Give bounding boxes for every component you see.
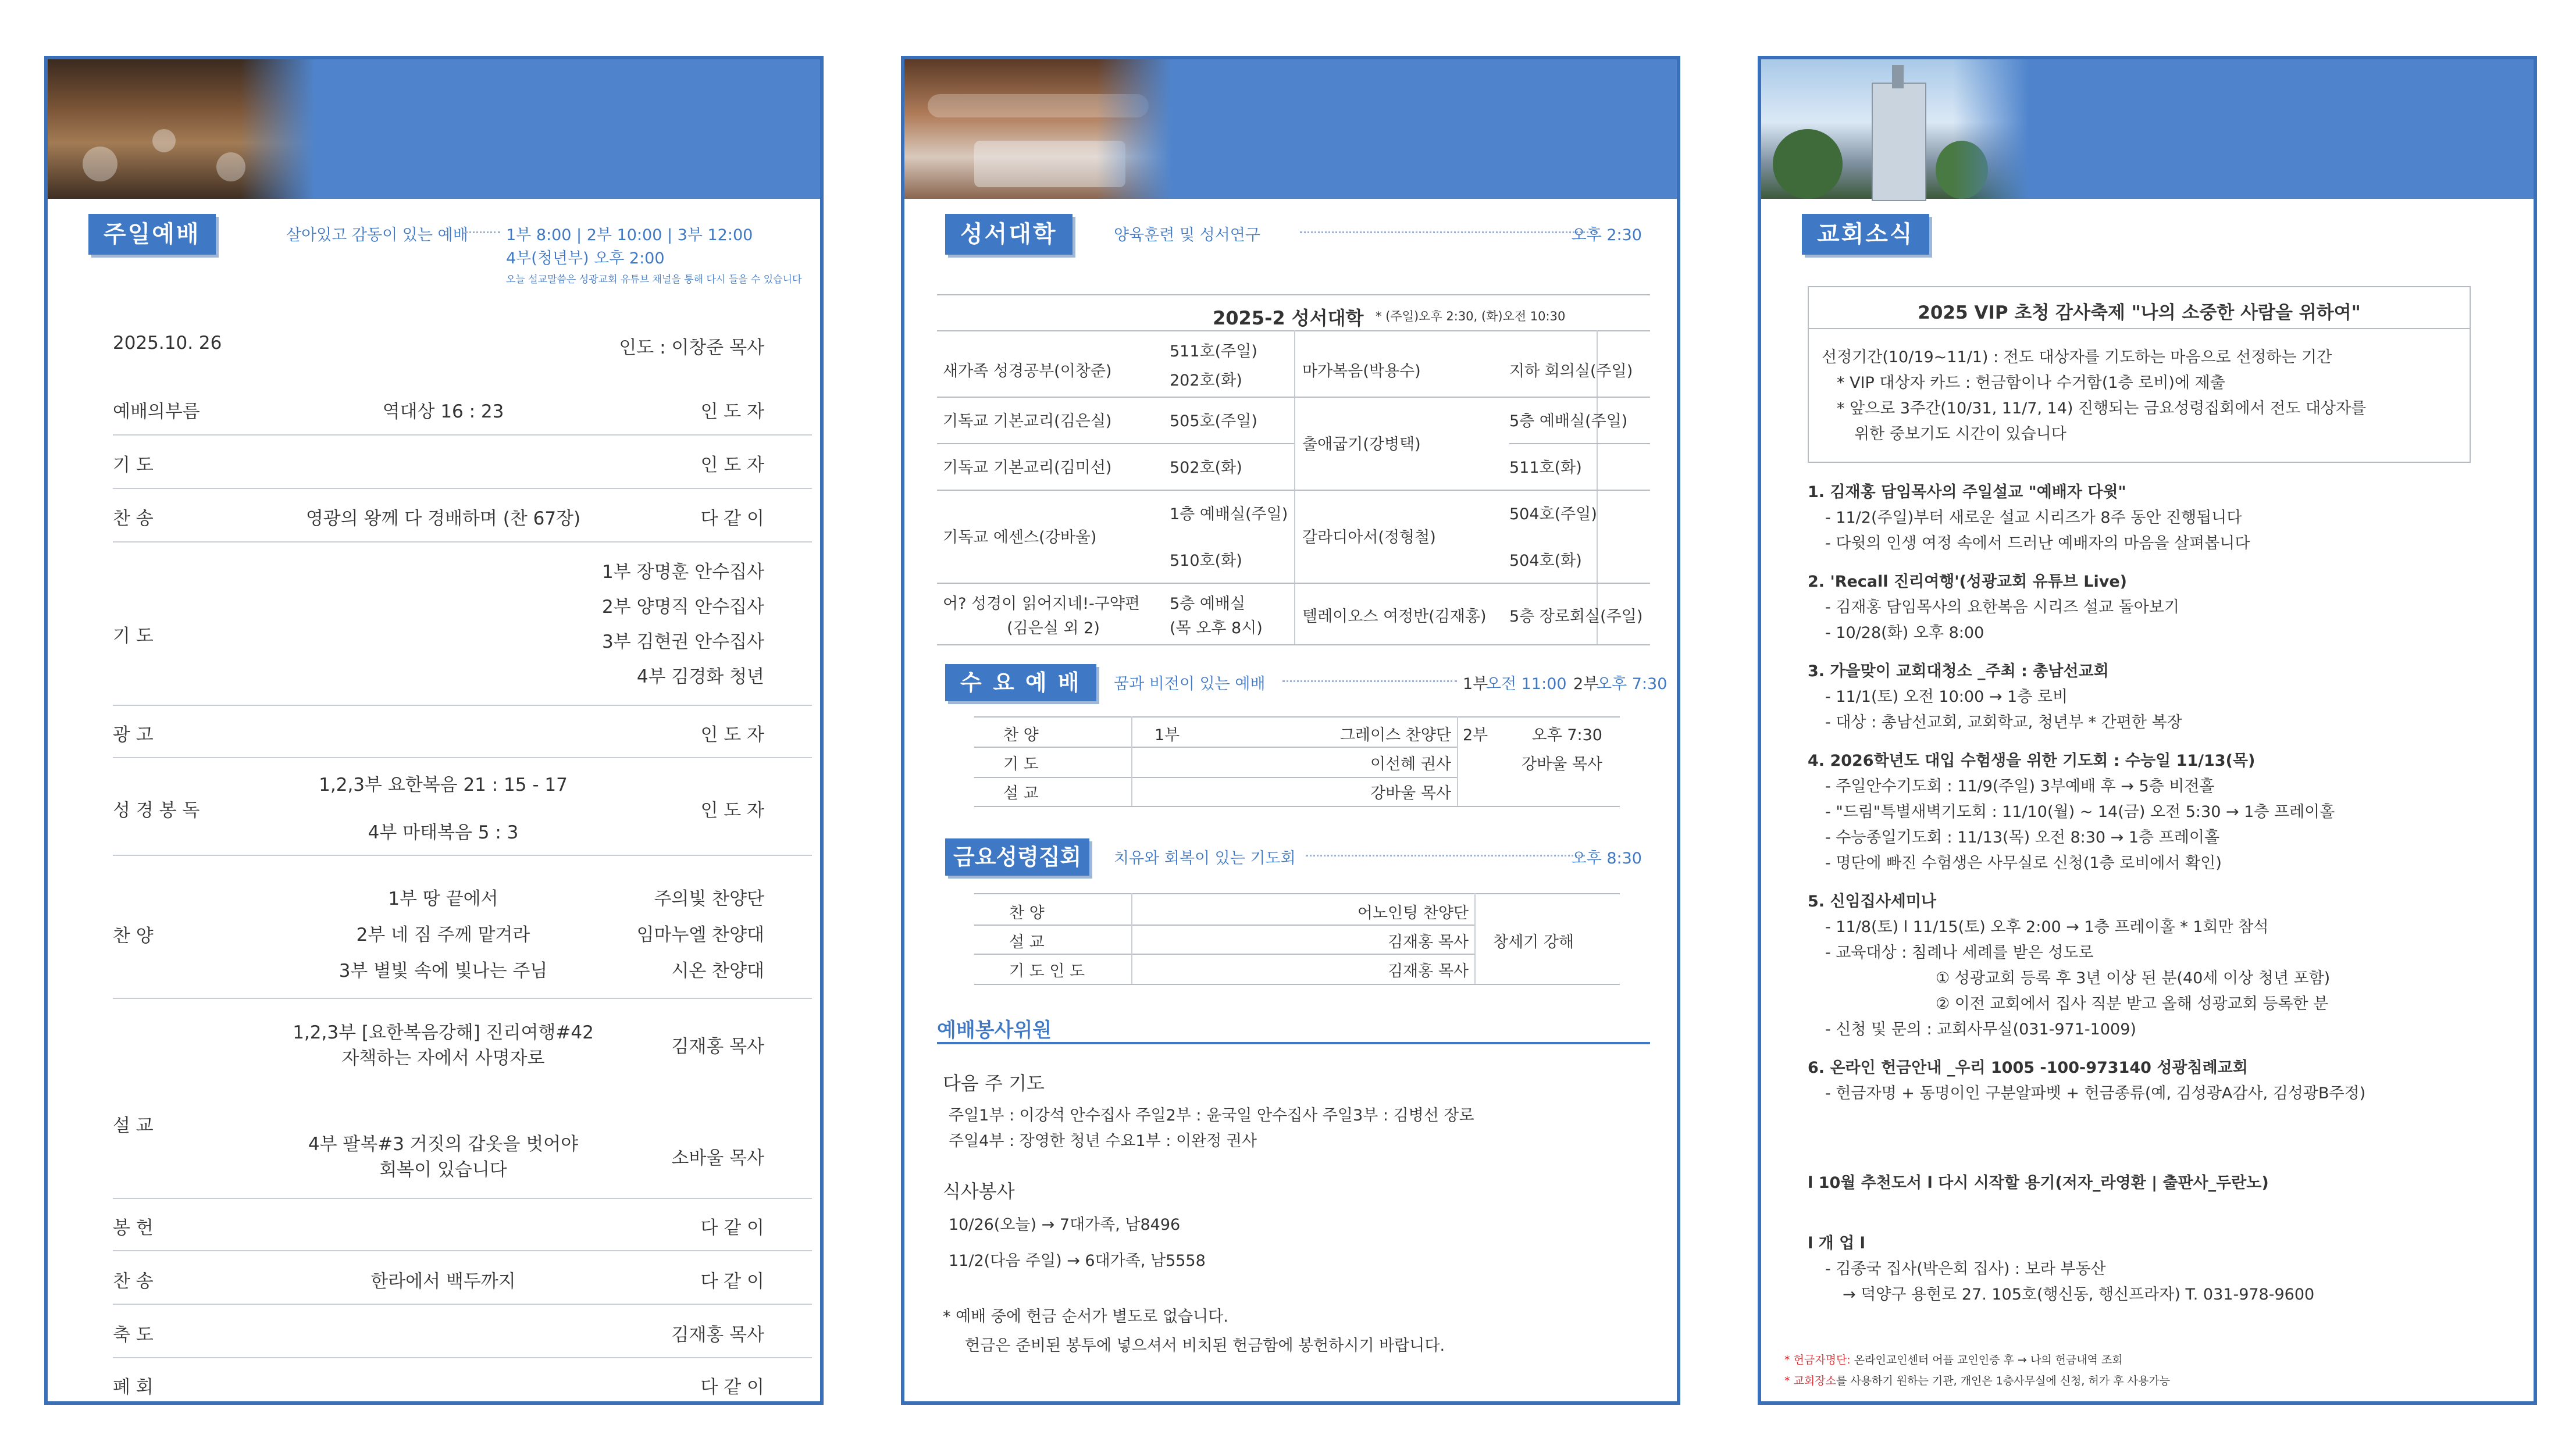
table-note: * (주일)오후 2:30, (화)오전 10:30 [1376, 309, 1566, 323]
order-person: 다 같 이 [700, 1377, 764, 1398]
scripture: 4부 마태복음 5 : 3 [368, 822, 519, 843]
class-name: 기독교 기본교리(김미선) [943, 459, 1112, 477]
news-line: - 11/1(토) 오전 10:00 → 1층 로비 [1825, 688, 2068, 706]
class-room: (목 오후 8시) [1170, 619, 1263, 637]
class-room: 504호(주일) [1509, 505, 1597, 523]
class-name: 기독교 에센스(강바울) [943, 529, 1097, 547]
friday-time: 오후 8:30 [1571, 850, 1642, 868]
meal-service: 11/2(다음 주일) → 6대가족, 남5558 [949, 1252, 1206, 1270]
order-label: 기 도 [113, 626, 154, 647]
class-room: 5층 예배실 [1170, 595, 1246, 613]
sermon-title: 자책하는 자에서 사명자로 [341, 1048, 545, 1069]
news-line: - 교육대상 : 침례나 세례를 받은 성도로 [1825, 944, 2094, 962]
news-line: - 헌금자명 + 동명이인 구분알파벳 + 헌금종류(예, 김성광A감사, 김성광B주정) [1825, 1084, 2366, 1102]
scripture: 1,2,3부 요한복음 21 : 15 - 17 [319, 774, 568, 795]
praise-song: 3부 별빛 속에 빛나는 주님 [339, 961, 548, 981]
class-room: 511호(주일) [1170, 342, 1257, 360]
class-name: 출애굽기(강병택) [1302, 436, 1421, 454]
order-label: 찬 송 [113, 508, 154, 529]
class-room: 505호(주일) [1170, 412, 1257, 430]
choir: 시온 찬양대 [671, 961, 764, 981]
footnote: * 헌금자명단: 온라인교인센터 어플 교인인증 후 → 나의 헌금내역 조회 [1784, 1354, 2123, 1366]
news-title: 2. 'Recall 진리여행'(성광교회 유튜브 Live) [1808, 573, 2127, 591]
news-line: - 11/8(토) l 11/15(토) 오후 2:00 → 1층 프레이홀 * 1회만 참석 [1825, 918, 2269, 936]
meal-service: 10/26(오늘) → 7대가족, 남8496 [949, 1216, 1181, 1234]
wednesday-time: 오후 7:30 [1597, 675, 1668, 693]
table-title: 2025-2 성서대학 [1213, 307, 1364, 329]
choir-photo [904, 59, 1172, 199]
order-label: 봉 헌 [113, 1218, 154, 1238]
order-label: 폐 회 [113, 1377, 154, 1398]
class-name: 텔레이오스 여정반(김재홍) [1302, 608, 1487, 626]
opening-line: - 김종국 집사(박은회 집사) : 보라 부동산 [1825, 1260, 2106, 1278]
news-title: 5. 신임집사세미나 [1808, 893, 1937, 911]
praise-song: 2부 네 짐 주께 맡겨라 [356, 925, 530, 945]
wed-row-label: 설 교 [1003, 784, 1039, 802]
news-line: - 명단에 빠진 수험생은 사무실로 신청(1층 로비에서 확인) [1825, 854, 2222, 872]
vip-line: 위한 중보기도 시간이 있습니다 [1854, 425, 2066, 443]
order-person: 인 도 자 [700, 724, 764, 745]
wednesday-subtitle: 꿈과 비전이 있는 예배 [1114, 675, 1266, 693]
class-room: 지하 회의실(주일) [1509, 362, 1633, 380]
wednesday-time-label: 1부 [1463, 675, 1488, 693]
order-person: 다 같 이 [700, 1218, 764, 1238]
order-label: 성 경 봉 독 [113, 800, 200, 821]
fri-name: 김재홍 목사 [1388, 933, 1469, 951]
class-room: 511호(화) [1509, 459, 1582, 477]
wed-name: 그레이스 찬양단 [1339, 726, 1451, 744]
footnote: * 교회장소를 사용하기 원하는 기관, 개인은 1층사무실에 신청, 허가 후 사용가능 [1784, 1375, 2171, 1387]
prayer-person: 3부 김현권 안수집사 [602, 631, 764, 652]
order-person: 다 같 이 [700, 1271, 764, 1292]
news-title: 6. 온라인 헌금안내 _우리 1005 -100-973140 성광침례교회 [1808, 1059, 2248, 1077]
news-line: - "드림"특별새벽기도회 : 11/10(월) ~ 14(금) 오전 5:30 → 1층 프레이홀 [1825, 803, 2335, 821]
order-label: 찬 양 [113, 926, 154, 947]
order-label: 찬 송 [113, 1271, 154, 1292]
news-line: - 신청 및 문의 : 교회사무실(031-971-1009) [1825, 1020, 2136, 1038]
order-label: 기 도 [113, 455, 154, 476]
wed-preacher: 강바울 목사 [1522, 755, 1602, 773]
prayer-person: 4부 김경화 청년 [636, 666, 764, 687]
order-person: 김재홍 목사 [671, 1325, 764, 1345]
wednesday-time-label: 2부 [1573, 675, 1599, 693]
class-room: 510호(화) [1170, 552, 1242, 570]
prayer-person: 2부 양명직 안수집사 [602, 597, 764, 618]
wed-part: 2부 [1463, 726, 1488, 744]
order-label: 축 도 [113, 1325, 154, 1345]
order-person: 인 도 자 [700, 455, 764, 476]
order-label: 예배의부름 [113, 401, 200, 422]
fri-row-label: 찬 양 [1009, 904, 1045, 922]
preacher: 소바울 목사 [671, 1148, 764, 1169]
banner [1761, 59, 2534, 199]
wednesday-time: 오전 11:00 [1486, 675, 1567, 693]
section-subtitle: 양육훈련 및 성서연구 [1114, 226, 1260, 244]
class-room: 5층 장로회실(주일) [1509, 608, 1643, 626]
wed-row-label: 찬 양 [1003, 726, 1039, 744]
section-tag: 교회소식 [1802, 214, 1929, 255]
banner [904, 59, 1677, 199]
order-person: 인 도 자 [700, 401, 764, 422]
offering-notice: * 예배 중에 헌금 순서가 별도로 없습니다. [943, 1308, 1228, 1326]
friday-tag: 금요성령집회 [945, 838, 1089, 876]
choir: 임마누엘 찬양대 [636, 925, 764, 945]
news-line: ① 성광교회 등록 후 3년 이상 된 분(40세 이상 청년 포함) [1936, 969, 2331, 987]
vip-line: 선정기간(10/19~11/1) : 전도 대상자를 기도하는 마음으로 선정하는 기간 [1822, 348, 2332, 366]
meal-service-title: 식사봉사 [943, 1180, 1015, 1202]
class-name: 새가족 성경공부(이창준) [943, 362, 1112, 380]
fri-name: 어노인팅 찬양단 [1357, 904, 1469, 922]
next-prayer-title: 다음 주 기도 [943, 1072, 1045, 1094]
sermon-title: 1,2,3부 [요한복음강해] 진리여행#42 [293, 1022, 594, 1043]
fri-name: 김재홍 목사 [1388, 962, 1469, 980]
order-content: 한라에서 백두까지 [370, 1271, 516, 1292]
order-content: 영광의 왕께 다 경배하며 (찬 67장) [305, 508, 581, 529]
slogan: 살아있고 감동이 있는 예배 [286, 226, 468, 244]
friday-subtitle: 치유와 회복이 있는 기도회 [1114, 850, 1296, 868]
news-line: - 김재홍 담임목사의 요한복음 시리즈 설교 돌아보기 [1825, 598, 2179, 616]
replay-note: 오늘 설교말씀은 성광교회 유튜브 채널을 통해 다시 들을 수 있습니다 [506, 274, 802, 285]
class-room: 5층 예배실(주일) [1509, 412, 1628, 430]
banner [48, 59, 820, 199]
panel-sunday-worship [44, 56, 824, 1405]
news-title: 1. 김재홍 담임목사의 주일설교 "예배자 다윗" [1808, 483, 2126, 501]
next-prayer-list: 주일1부 : 이강석 안수집사 주일2부 : 윤국일 안수집사 주일3부 : 김병선 장로 [949, 1107, 1474, 1125]
class-room: 502호(화) [1170, 459, 1242, 477]
class-room: 504호(화) [1509, 552, 1582, 570]
class-name: 마가복음(박용수) [1302, 362, 1421, 380]
wed-time: 오후 7:30 [1531, 726, 1602, 744]
service-times: 1부 8:00 | 2부 10:00 | 3부 12:00 [506, 226, 753, 244]
recommended-book: l 10월 추천도서 l 다시 시작할 용기(저자_라영환 | 출판사_두란노) [1808, 1174, 2269, 1192]
news-line: - 11/2(주일)부터 새로운 설교 시리즈가 8주 동안 진행됩니다 [1825, 509, 2242, 527]
vip-title: 2025 VIP 초청 감사축제 "나의 소중한 사람을 위하여" [1918, 302, 2361, 323]
news-title: 4. 2026학년도 대입 수험생을 위한 기도회 : 수능일 11/13(목) [1808, 752, 2256, 770]
class-name: 갈라디아서(정형철) [1302, 529, 1436, 547]
panel-church-news [1758, 56, 2537, 1405]
wednesday-tag: 수 요 예 배 [945, 664, 1096, 701]
wed-row-label: 기 도 [1003, 755, 1039, 773]
friday-series: 창세기 강해 [1493, 933, 1574, 951]
youth-time: 4부(청년부) 오후 2:00 [506, 249, 665, 267]
section-tag: 주일예배 [88, 214, 216, 255]
leader: 인도 : 이창준 목사 [619, 337, 764, 358]
choir: 주의빛 찬양단 [654, 888, 764, 909]
fri-row-label: 설 교 [1009, 933, 1045, 951]
order-content: 역대상 16 : 23 [382, 401, 504, 422]
order-label: 광 고 [113, 724, 154, 745]
order-person: 다 같 이 [700, 508, 764, 529]
order-label: 설 교 [113, 1115, 154, 1136]
opening-title: l 개 업 l [1808, 1234, 1865, 1252]
order-person: 인 도 자 [700, 800, 764, 821]
offering-notice: 헌금은 준비된 봉투에 넣으셔서 비치된 헌금함에 봉헌하시기 바랍니다. [965, 1337, 1445, 1355]
section-tag: 성서대학 [945, 214, 1073, 255]
vip-line: * 앞으로 3주간(10/31, 11/7, 14) 진행되는 금요성령집회에서 전도 대상자를 [1837, 399, 2367, 417]
wed-name: 이선혜 권사 [1370, 755, 1451, 773]
sermon-title: 4부 팔복#3 거짓의 갑옷을 벗어야 [308, 1134, 579, 1155]
news-line: - 주일안수기도회 : 11/9(주일) 3부예배 후 → 5층 비전홀 [1825, 777, 2215, 795]
worship-photo [48, 59, 315, 199]
panel-bible-college [901, 56, 1680, 1405]
next-prayer-list: 주일4부 : 장영한 청년 수요1부 : 이완정 권사 [949, 1132, 1257, 1150]
class-room: 202호(화) [1170, 372, 1242, 390]
section-time: 오후 2:30 [1571, 226, 1642, 244]
news-line: - 다윗의 인생 여정 속에서 드러난 예배자의 마음을 살펴봅니다 [1825, 534, 2250, 552]
preacher: 김재홍 목사 [671, 1036, 764, 1057]
news-line: ② 이전 교회에서 집사 직분 받고 올해 성광교회 등록한 분 [1936, 995, 2329, 1013]
wed-name: 강바울 목사 [1370, 784, 1451, 802]
prayer-person: 1부 장명훈 안수집사 [602, 562, 764, 583]
sermon-title: 회복이 있습니다 [379, 1159, 507, 1180]
service-committee-title: 예배봉사위원 [937, 1019, 1052, 1042]
wed-part: 1부 [1155, 726, 1180, 744]
class-room: 1층 예배실(주일) [1170, 505, 1288, 523]
class-name: 어? 성경이 읽어지네!-구약편 [943, 595, 1140, 613]
fri-row-label: 기 도 인 도 [1009, 962, 1085, 980]
date: 2025.10. 26 [113, 333, 222, 354]
news-line: - 10/28(화) 오후 8:00 [1825, 624, 1984, 642]
news-line: - 수능종일기도회 : 11/13(목) 오전 8:30 → 1층 프레이홀 [1825, 829, 2220, 847]
praise-song: 1부 땅 끝에서 [388, 888, 498, 909]
class-name: (김은실 외 2) [1007, 619, 1100, 637]
vip-line: * VIP 대상자 카드 : 헌금함이나 수거함(1층 로비)에 제출 [1837, 374, 2225, 392]
news-line: - 대상 : 총남선교회, 교회학교, 청년부 * 간편한 복장 [1825, 713, 2182, 731]
opening-line: → 덕양구 용현로 27. 105호(행신동, 행신프라자) T. 031-978-9600 [1843, 1286, 2315, 1304]
news-title: 3. 가을맞이 교회대청소 _주최 : 총남선교회 [1808, 662, 2109, 680]
class-name: 기독교 기본교리(김은실) [943, 412, 1112, 430]
church-building-photo [1761, 59, 2029, 199]
